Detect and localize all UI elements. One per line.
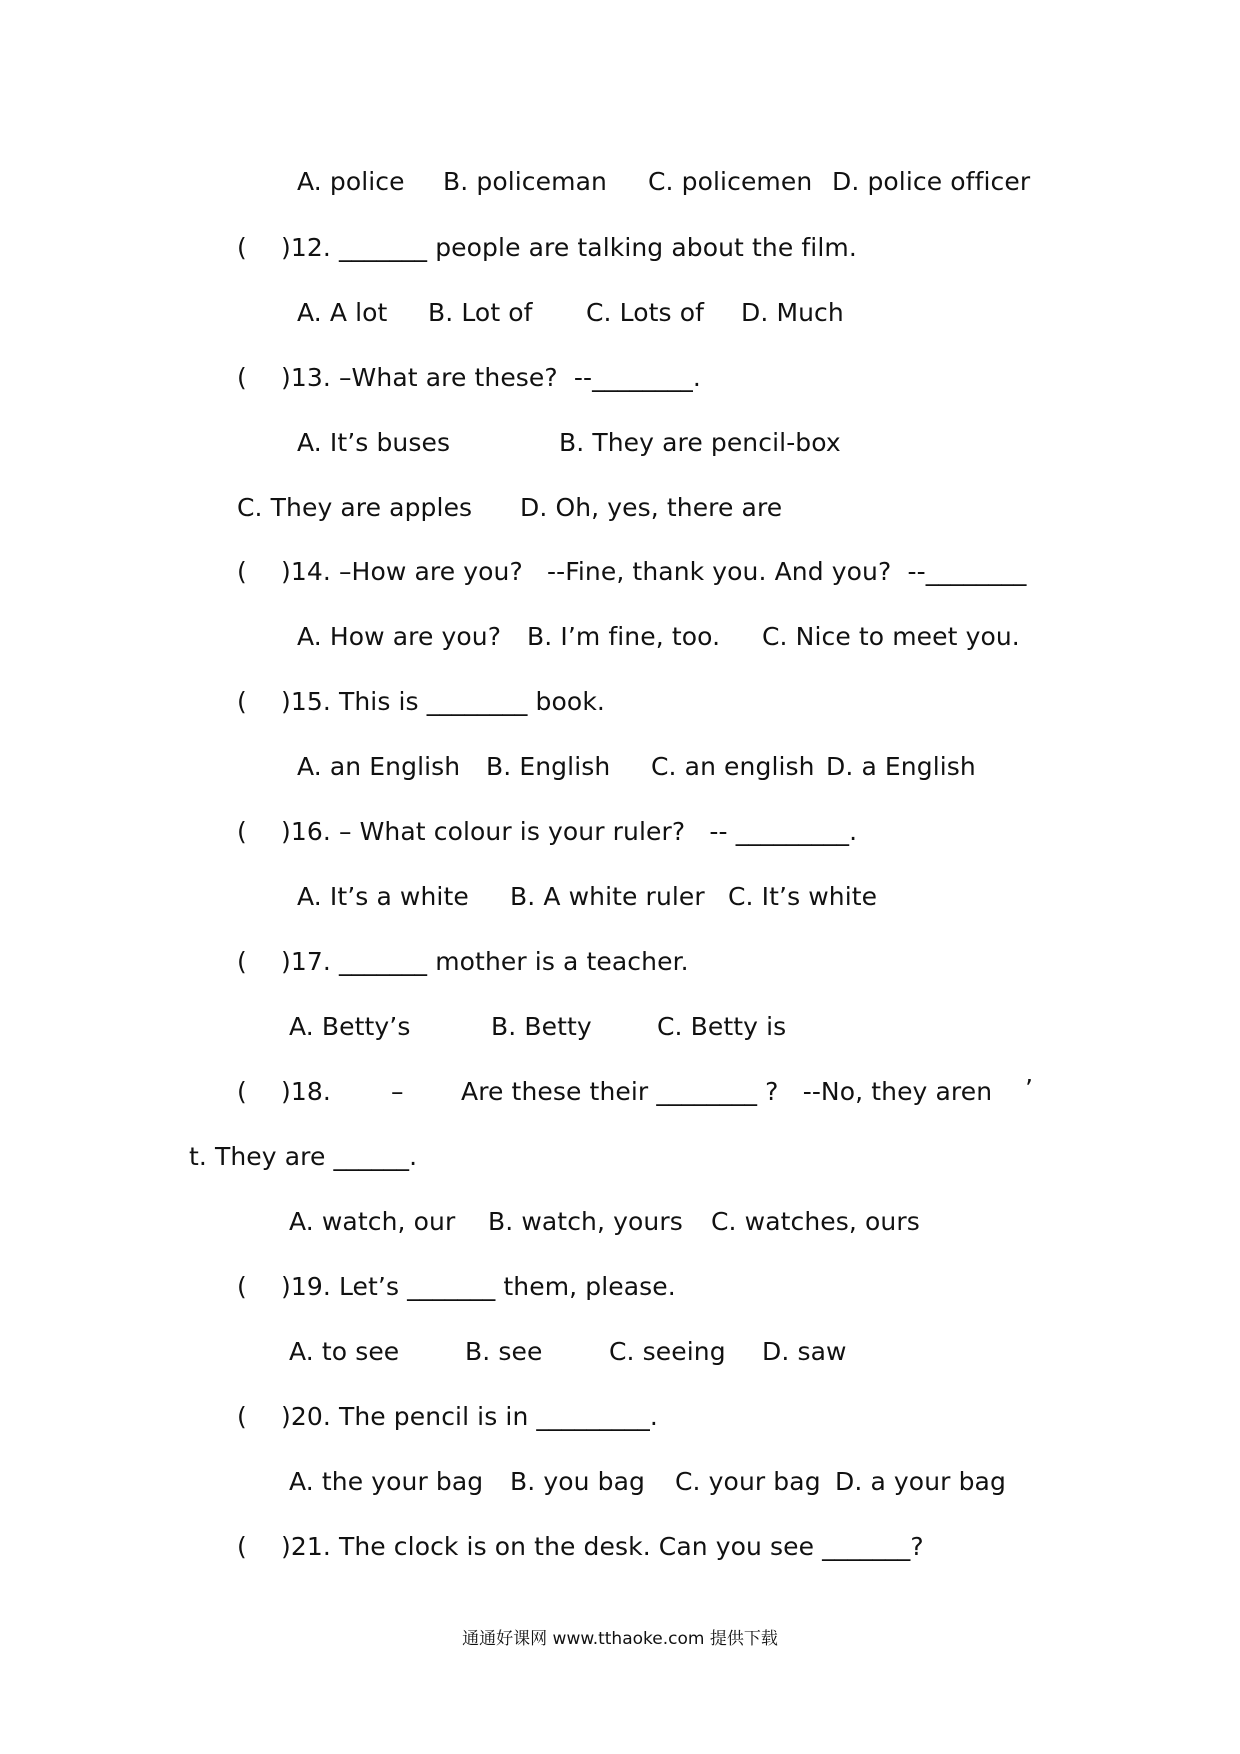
q12-option-c: C. Lots of — [586, 298, 705, 327]
q16-answer-paren: ( — [237, 817, 247, 846]
q14-option-a: A. How are you? — [297, 622, 502, 651]
q19-option-a: A. to see — [289, 1337, 400, 1366]
q20-option-b: B. you bag — [510, 1467, 645, 1496]
q11-option-a: A. police — [297, 167, 405, 196]
q12-question: )12. _______ people are talking about the film. — [281, 233, 857, 262]
q15-option-d: D. a English — [826, 752, 976, 781]
q16-option-c: C. It’s white — [728, 882, 878, 911]
q18-apostrophe: ’ — [1025, 1074, 1034, 1103]
q11-option-c: C. policemen — [648, 167, 813, 196]
q19-option-d: D. saw — [762, 1337, 847, 1366]
q16-option-b: B. A white ruler — [510, 882, 705, 911]
q20-option-d: D. a your bag — [835, 1467, 1006, 1496]
q20-option-c: C. your bag — [675, 1467, 821, 1496]
q12-option-d: D. Much — [741, 298, 844, 327]
q19-answer-paren: ( — [237, 1272, 247, 1301]
q21-answer-paren: ( — [237, 1532, 247, 1561]
q13-answer-paren: ( — [237, 363, 247, 392]
q13-option-a: A. It’s buses — [297, 428, 451, 457]
q18-number: )18. — [281, 1077, 331, 1106]
q15-answer-paren: ( — [237, 687, 247, 716]
q19-option-c: C. seeing — [609, 1337, 726, 1366]
q12-option-a: A. A lot — [297, 298, 388, 327]
q20-question: )20. The pencil is in _________. — [281, 1402, 658, 1431]
q15-question: )15. This is ________ book. — [281, 687, 605, 716]
q18-question: Are these their ________ ? --No, they aren — [461, 1077, 993, 1106]
q16-question: )16. – What colour is your ruler? -- _________. — [281, 817, 858, 846]
q17-answer-paren: ( — [237, 947, 247, 976]
q14-question: )14. –How are you? --Fine, thank you. And you? --________ — [281, 557, 1027, 586]
q18-option-a: A. watch, our — [289, 1207, 456, 1236]
q14-option-c: C. Nice to meet you. — [762, 622, 1020, 651]
q14-option-b: B. I’m fine, too. — [527, 622, 721, 651]
q18-option-c: C. watches, ours — [711, 1207, 920, 1236]
q15-option-b: B. English — [486, 752, 611, 781]
page-footer: 通通好课网 www.tthaoke.com 提供下载 — [462, 1629, 778, 1649]
q12-option-b: B. Lot of — [428, 298, 533, 327]
q20-option-a: A. the your bag — [289, 1467, 484, 1496]
q13-option-b: B. They are pencil-box — [559, 428, 841, 457]
q18-option-b: B. watch, yours — [488, 1207, 683, 1236]
q20-answer-paren: ( — [237, 1402, 247, 1431]
q17-option-b: B. Betty — [491, 1012, 592, 1041]
q17-question: )17. _______ mother is a teacher. — [281, 947, 689, 976]
q19-option-b: B. see — [465, 1337, 543, 1366]
q17-option-c: C. Betty is — [657, 1012, 787, 1041]
q16-option-a: A. It’s a white — [297, 882, 469, 911]
q19-question: )19. Let’s _______ them, please. — [281, 1272, 676, 1301]
q14-answer-paren: ( — [237, 557, 247, 586]
q13-option-d: D. Oh, yes, there are — [520, 493, 783, 522]
q12-answer-paren: ( — [237, 233, 247, 262]
q18-question-continued: t. They are ______. — [189, 1142, 418, 1171]
q15-option-a: A. an English — [297, 752, 461, 781]
q13-question: )13. –What are these? --________. — [281, 363, 701, 392]
q18-dash: – — [391, 1077, 404, 1106]
q18-answer-paren: ( — [237, 1077, 247, 1106]
q11-option-d: D. police officer — [832, 167, 1031, 196]
q21-question: )21. The clock is on the desk. Can you see _______? — [281, 1532, 924, 1561]
q11-option-b: B. policeman — [443, 167, 607, 196]
q17-option-a: A. Betty’s — [289, 1012, 411, 1041]
q13-option-c: C. They are apples — [237, 493, 473, 522]
q15-option-c: C. an english — [651, 752, 815, 781]
